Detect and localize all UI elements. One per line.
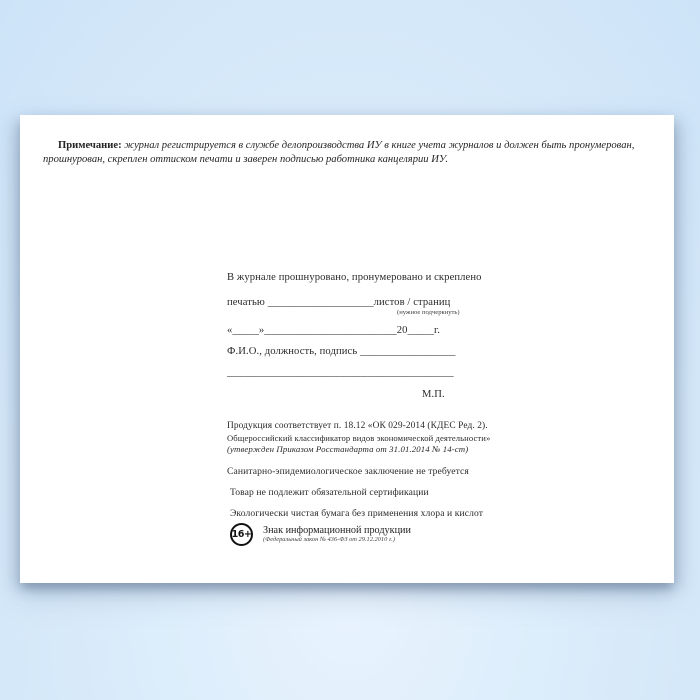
- underline-hint: (нужное подчеркнуть): [397, 309, 460, 316]
- quote-open: «: [227, 325, 233, 336]
- compliance-line-1: Продукция соответствует п. 18.12 «ОК 029-2014 (КДЕС Ред. 2).: [227, 421, 488, 431]
- age-16-plus-icon: 16+: [230, 523, 253, 546]
- document-page: [20, 115, 674, 583]
- month-blank: _________________________: [264, 325, 397, 336]
- compliance-line-3: (утвержден Приказом Росстандарта от 31.01.2014 № 14-ст): [227, 444, 469, 454]
- fio-label: Ф.И.О., должность, подпись: [227, 346, 361, 357]
- stamp-place-label: М.П.: [422, 389, 445, 400]
- sanitary-line: Санитарно-эпидемиологическое заключение не требуется: [227, 466, 469, 477]
- binding-record-block: [227, 115, 491, 583]
- seal-suffix: листов / страниц: [373, 297, 451, 308]
- age-mark-title: Знак информационной продукции: [263, 525, 411, 536]
- ecology-line: Экологически чистая бумага без применения хлора и кислот: [230, 508, 484, 519]
- seal-blank-line: ____________________: [267, 297, 374, 308]
- year-suffix: г.: [434, 325, 440, 336]
- age-mark-text: [263, 523, 411, 544]
- seal-prefix: печатью: [227, 297, 268, 308]
- date-line: [227, 325, 440, 336]
- note-text: журнал регистрируется в службе делопроизводства ИУ в книге учета журналов и должен быть пронумерован, прошнурован, скреплен оттиском печати и заверен подписью работника канцелярии ИУ.: [43, 140, 635, 165]
- binding-title-line: В журнале прошнуровано, пронумеровано и скреплено: [227, 272, 482, 283]
- day-blank: _____: [232, 325, 259, 336]
- year-prefix: 20: [396, 325, 408, 336]
- age-mark-row: [230, 523, 411, 546]
- year-blank: _____: [407, 325, 434, 336]
- seal-line: [227, 297, 450, 308]
- certification-line: Товар не подлежит обязательной сертификации: [230, 487, 429, 498]
- note-label: Примечание:: [58, 140, 122, 151]
- signature-blank-line: __________________________________________: [227, 367, 454, 378]
- fio-blank: __________________: [360, 346, 456, 357]
- quote-close: »: [258, 325, 265, 336]
- age-mark-law: (Федеральный закон № 436-ФЗ от 29.12.2010 г.): [263, 536, 396, 543]
- fio-line: [227, 346, 455, 357]
- compliance-line-2: Общероссийский классификатор видов экономической деятельности»: [227, 433, 491, 443]
